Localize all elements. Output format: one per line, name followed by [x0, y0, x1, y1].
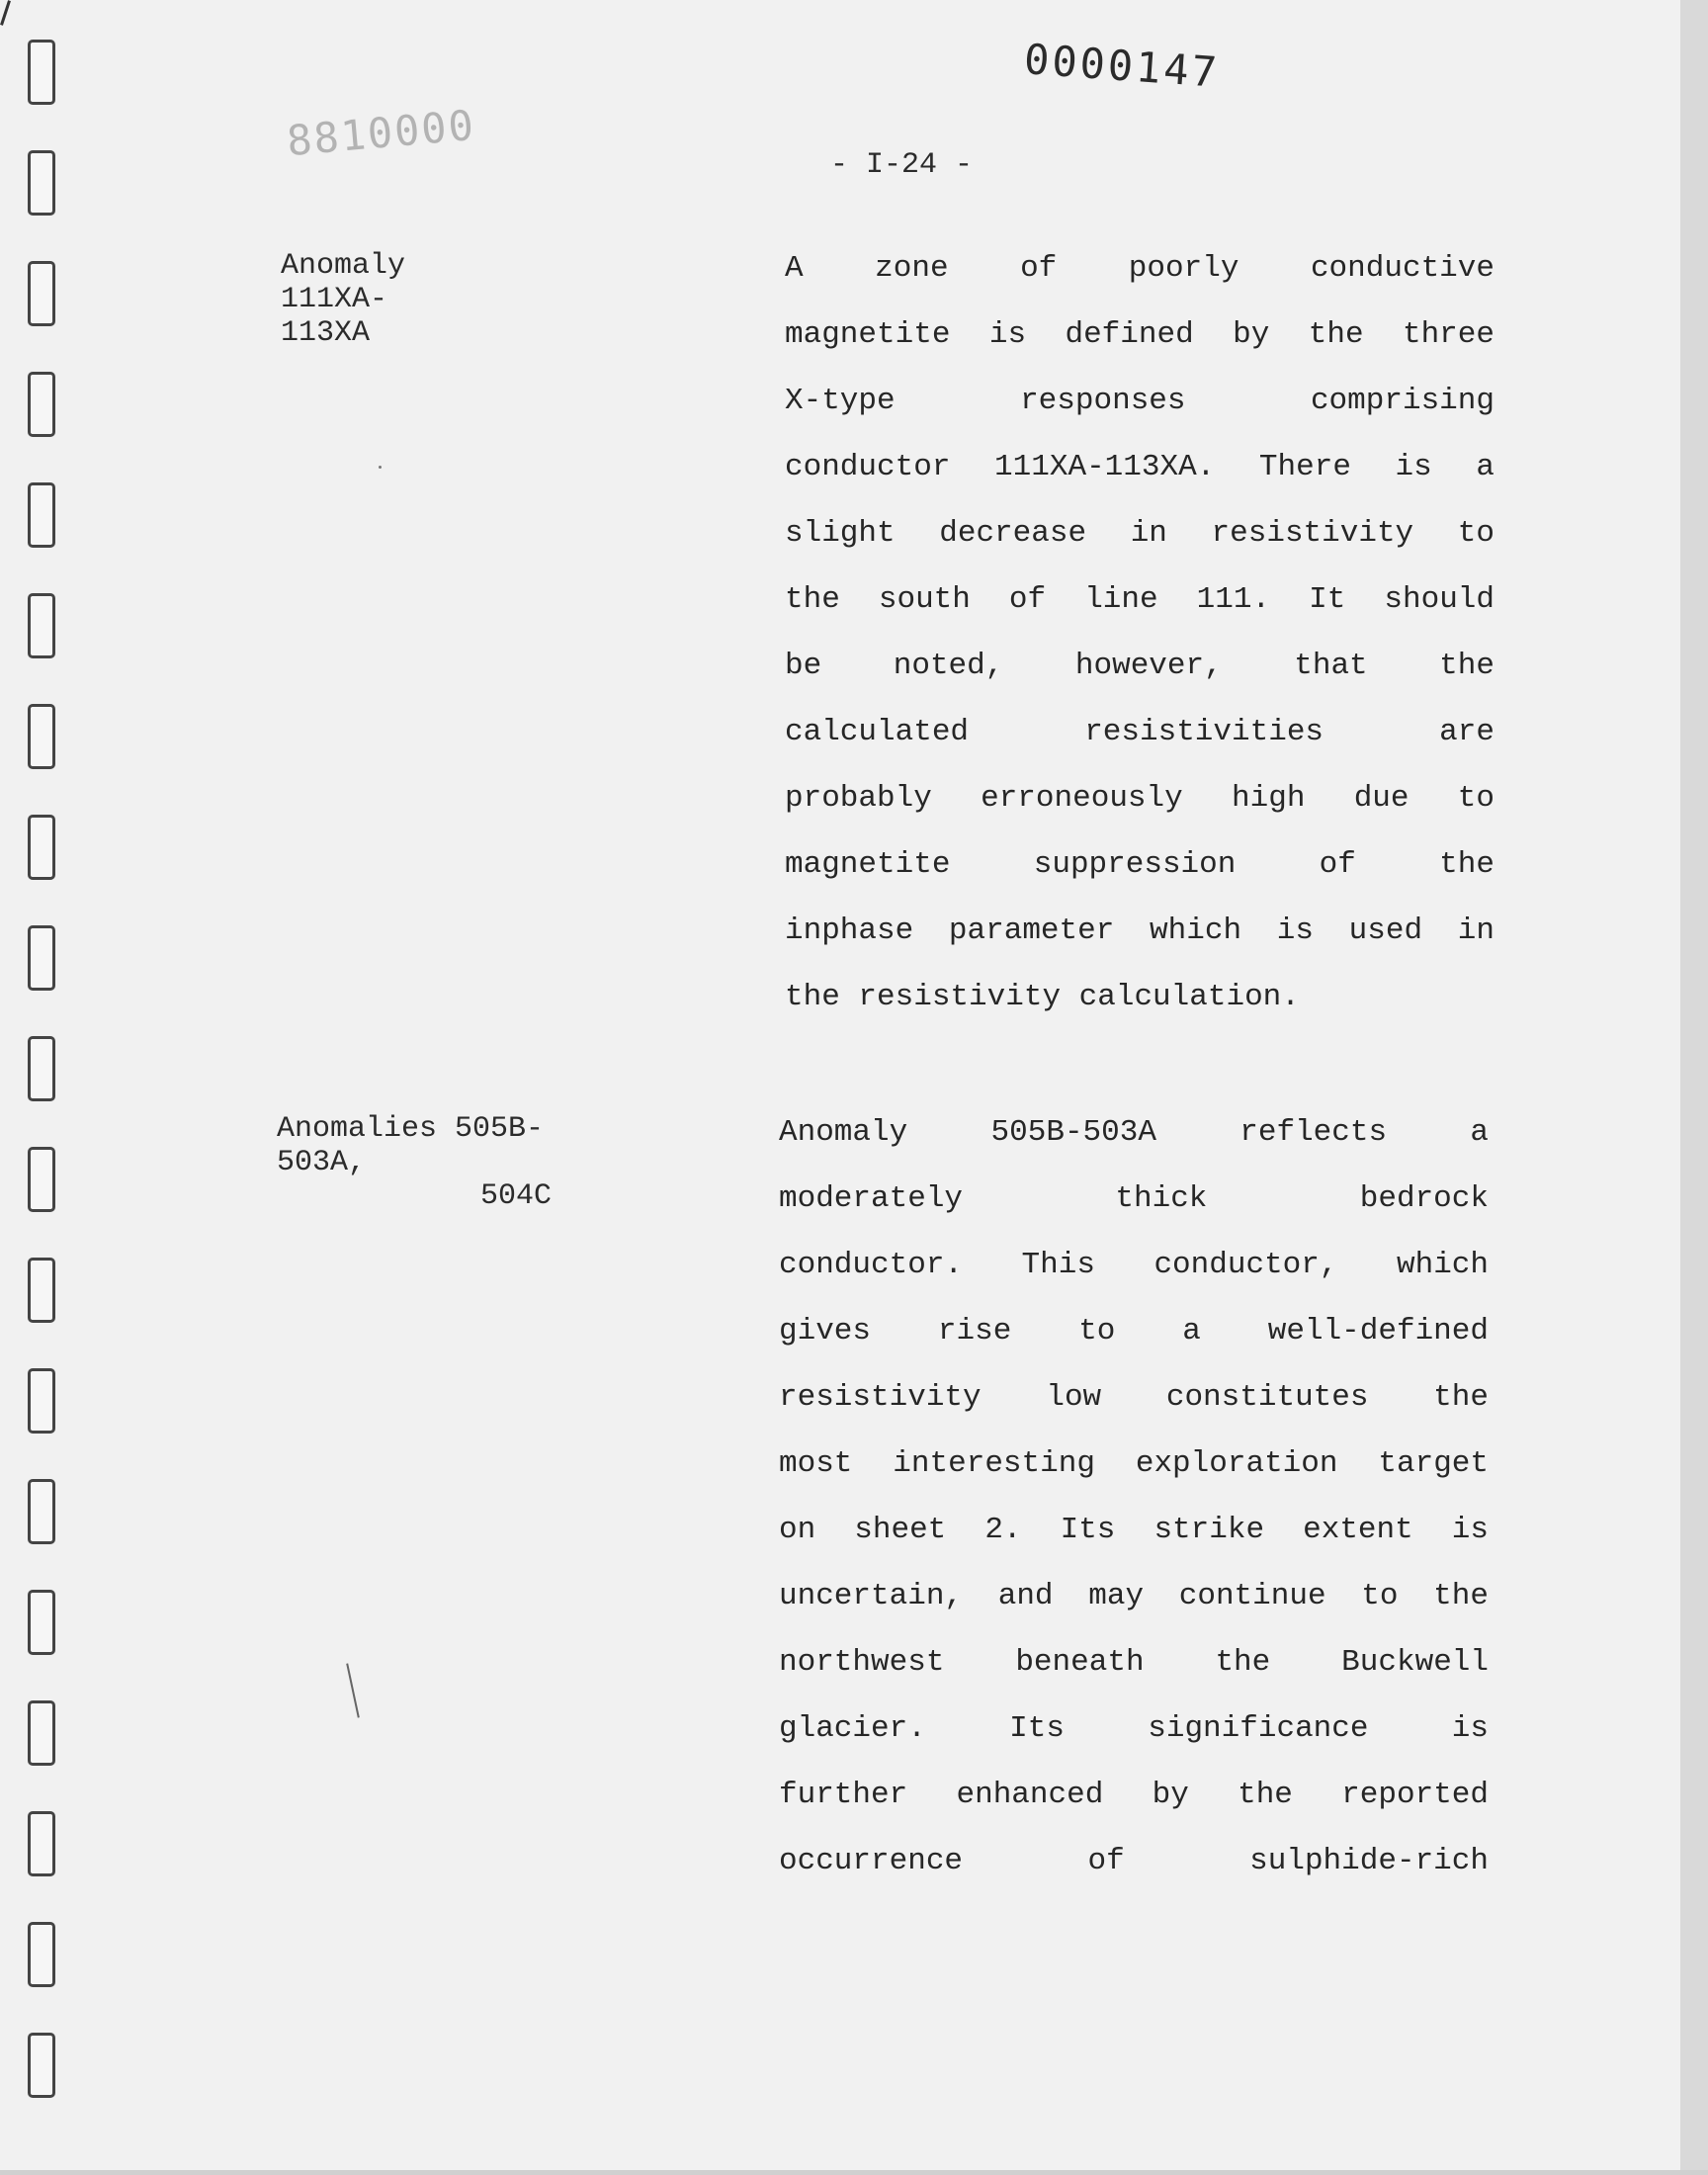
text-line: most interesting exploration target — [779, 1446, 1489, 1481]
text-line: A zone of poorly conductive — [785, 251, 1494, 286]
text-line: northwest beneath the Buckwell — [779, 1645, 1489, 1680]
anomaly-description — [779, 1116, 1489, 1911]
page-edge-shadow — [1680, 0, 1708, 2175]
text-line: the resistivity calculation. — [785, 980, 1300, 1014]
binder-hole — [28, 1479, 55, 1544]
text-line: calculated resistivities are — [785, 715, 1494, 749]
binder-hole — [28, 482, 55, 548]
text-line: conductor 111XA-113XA. There is a — [785, 450, 1494, 484]
binder-hole — [28, 815, 55, 880]
text-line: magnetite suppression of the — [785, 847, 1494, 882]
anomaly-label-line: Anomalies 505B-503A, — [277, 1112, 545, 1179]
text-line: magnetite is defined by the three — [785, 317, 1494, 352]
binder-hole — [28, 1258, 55, 1323]
binder-hole — [28, 1811, 55, 1876]
faint-number-stamp: 8810000 — [285, 100, 477, 166]
page-number: - I-24 - — [830, 148, 974, 182]
text-line: glacier. Its significance is — [779, 1711, 1489, 1746]
text-line: the south of line 111. It should — [785, 582, 1494, 617]
text-line: on sheet 2. Its strike extent is — [779, 1513, 1489, 1547]
text-line: moderately thick bedrock — [779, 1181, 1489, 1216]
anomaly-label — [281, 249, 405, 350]
binder-hole — [28, 372, 55, 437]
text-line: probably erroneously high due to — [785, 781, 1494, 816]
binder-hole — [28, 704, 55, 769]
text-line: X-type responses comprising — [785, 384, 1494, 418]
binder-hole — [28, 925, 55, 991]
text-line: resistivity low constitutes the — [779, 1380, 1489, 1415]
text-line: occurrence of sulphide-rich — [779, 1844, 1489, 1878]
text-line: inphase parameter which is used in — [785, 914, 1494, 948]
anomaly-label — [277, 1112, 552, 1213]
binder-hole — [28, 261, 55, 326]
text-line: conductor. This conductor, which — [779, 1248, 1489, 1282]
binder-hole — [28, 1922, 55, 1987]
text-line: be noted, however, that the — [785, 649, 1494, 683]
binder-hole — [28, 40, 55, 105]
speck — [379, 466, 382, 469]
document-number-stamp: 0000147 — [1022, 35, 1222, 97]
anomaly-label-line: 504C — [480, 1179, 553, 1213]
binder-hole — [28, 150, 55, 216]
text-line: uncertain, and may continue to the — [779, 1579, 1489, 1613]
binder-hole — [28, 1700, 55, 1766]
binder-hole — [28, 2033, 55, 2098]
binder-hole — [28, 1147, 55, 1212]
text-line: further enhanced by the reported — [779, 1778, 1489, 1812]
binder-hole — [28, 1368, 55, 1434]
text-line: slight decrease in resistivity to — [785, 516, 1494, 551]
text-line: gives rise to a well-defined — [779, 1314, 1489, 1348]
binder-hole — [28, 1036, 55, 1101]
page-bottom-edge — [0, 2170, 1708, 2175]
anomaly-label-line: Anomaly 111XA-113XA — [281, 249, 406, 350]
anomaly-description — [785, 252, 1494, 1047]
binder-hole — [28, 593, 55, 658]
binder-hole — [28, 1590, 55, 1655]
text-line: Anomaly 505B-503A reflects a — [779, 1115, 1489, 1150]
